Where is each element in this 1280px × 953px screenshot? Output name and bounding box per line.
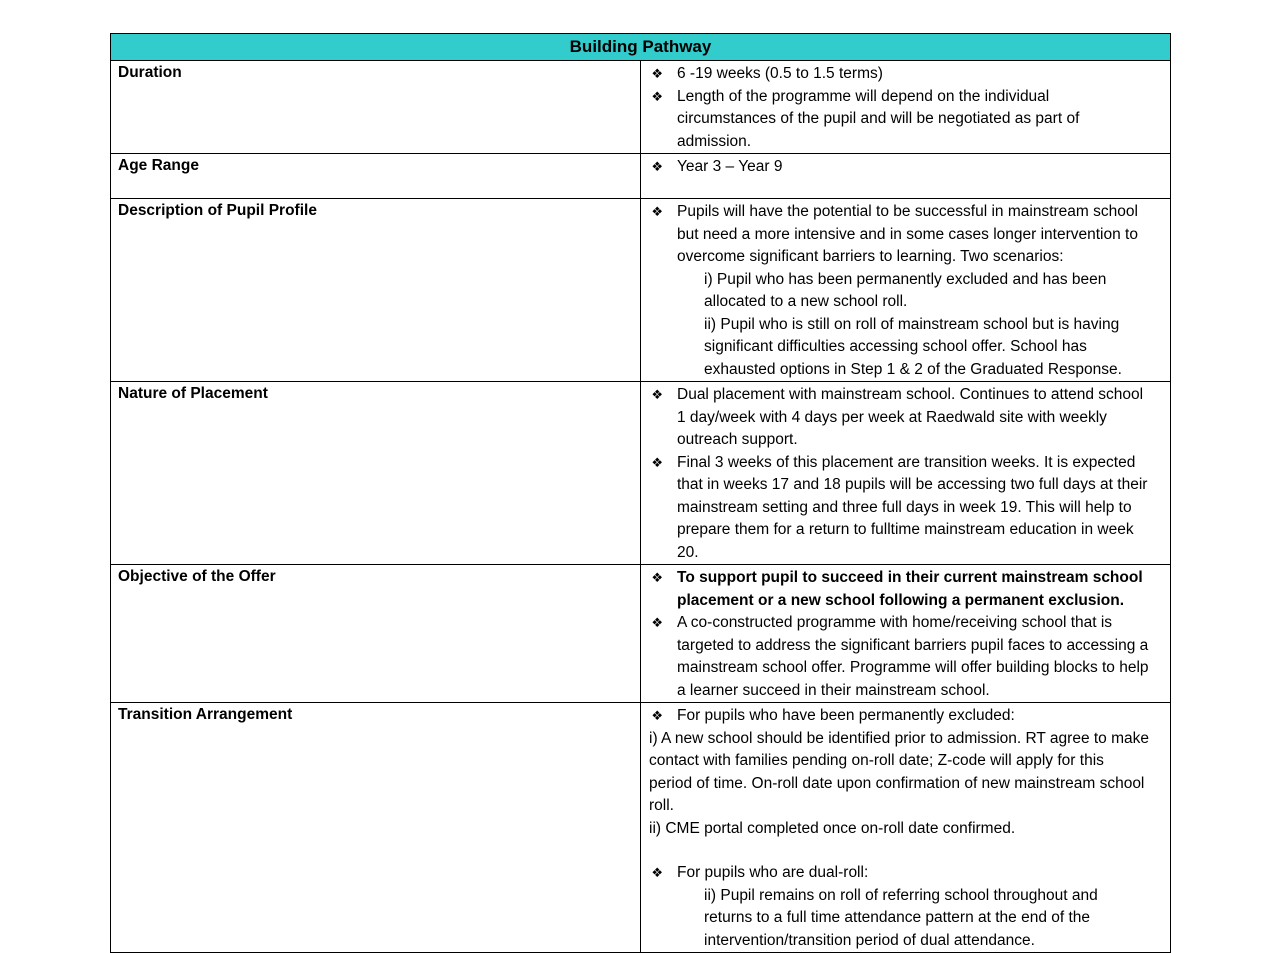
table-title: Building Pathway	[111, 34, 1171, 61]
diamond-bullet-icon: ❖	[651, 708, 663, 723]
transition-line: ii) Pupil remains on roll of referring school throughout and returns to a full time attendance pattern at the end of the intervention/transition period of dual attendance.	[704, 886, 1098, 949]
diamond-bullet-icon: ❖	[651, 615, 663, 630]
building-pathway-table	[110, 33, 1171, 953]
scenario-line: ii) Pupil who is still on roll of mainstream school but is having significant difficulties accessing school offer. School has exhausted options in Step 1 & 2 of the Graduated Response.	[704, 315, 1122, 378]
bullet-item: ❖ Year 3 – Year 9	[647, 156, 1150, 179]
transition-paragraph: i) A new school should be identified prior to admission. RT agree to make contact with families pending on-roll date; Z-code will apply for this period of time. On-roll date upon confirmation of new mainstream school roll.	[649, 729, 1150, 814]
label-objective: Objective of the Offer	[111, 565, 641, 703]
label-age-range: Age Range	[111, 154, 641, 199]
diamond-bullet-icon: ❖	[651, 454, 663, 470]
bullet-item: ❖ For pupils who are dual-roll:	[647, 862, 1150, 885]
row-objective	[111, 565, 1171, 703]
title-row	[111, 34, 1171, 61]
diamond-bullet-icon: ❖	[651, 570, 663, 585]
content-pupil-profile	[641, 199, 1171, 382]
diamond-bullet-icon: ❖	[651, 88, 663, 104]
bullet-item: ❖ Dual placement with mainstream school. Continues to attend school 1 day/week with 4 days per week at Raedwald site with weekly outreach support.	[647, 384, 1150, 452]
content-duration	[641, 61, 1171, 154]
spacer	[647, 840, 1150, 862]
content-age-range	[641, 154, 1171, 199]
row-duration	[111, 61, 1171, 154]
row-transition	[111, 703, 1171, 953]
bullet-item: ❖ Pupils will have the potential to be successful in mainstream school but need a more intensive and in some cases longer intervention to overcome significant barriers to learning. Two scenarios:	[647, 201, 1150, 269]
row-nature-of-placement	[111, 382, 1171, 565]
bullet-item: ❖ 6 -19 weeks (0.5 to 1.5 terms)	[647, 63, 1150, 86]
label-transition: Transition Arrangement	[111, 703, 641, 953]
bullet-item: ❖ Final 3 weeks of this placement are transition weeks. It is expected that in weeks 17 and 18 pupils will be accessing two full days at their mainstream setting and three full days in week 19. This will help to prepare them for a return to fulltime mainstream education in week 20.	[647, 452, 1150, 565]
bullet-item: ❖ For pupils who have been permanently excluded:	[647, 705, 1150, 728]
label-nature-of-placement: Nature of Placement	[111, 382, 641, 565]
content-nature-of-placement	[641, 382, 1171, 565]
diamond-bullet-icon: ❖	[651, 387, 663, 402]
scenario-line: i) Pupil who has been permanently excluded and has been allocated to a new school roll.	[704, 270, 1107, 310]
bullet-item: ❖ To support pupil to succeed in their current mainstream school placement or a new school following a permanent exclusion.	[647, 567, 1150, 612]
diamond-bullet-icon: ❖	[651, 865, 663, 880]
label-duration: Duration	[111, 61, 641, 154]
label-pupil-profile: Description of Pupil Profile	[111, 199, 641, 382]
diamond-bullet-icon: ❖	[651, 66, 663, 81]
bullet-item: ❖ A co-constructed programme with home/receiving school that is targeted to address the significant barriers pupil faces to accessing a mainstream school offer. Programme will offer building blocks to help a learner succeed in their mainstream school.	[647, 612, 1150, 702]
diamond-bullet-icon: ❖	[651, 159, 663, 174]
transition-paragraph: ii) CME portal completed once on-roll date confirmed.	[649, 819, 1016, 837]
row-pupil-profile	[111, 199, 1171, 382]
bullet-item: ❖ Length of the programme will depend on the individual circumstances of the pupil and will be negotiated as part of admission.	[647, 86, 1150, 154]
content-objective	[641, 565, 1171, 703]
diamond-bullet-icon: ❖	[651, 204, 663, 219]
row-age-range	[111, 154, 1171, 199]
content-transition	[641, 703, 1171, 953]
